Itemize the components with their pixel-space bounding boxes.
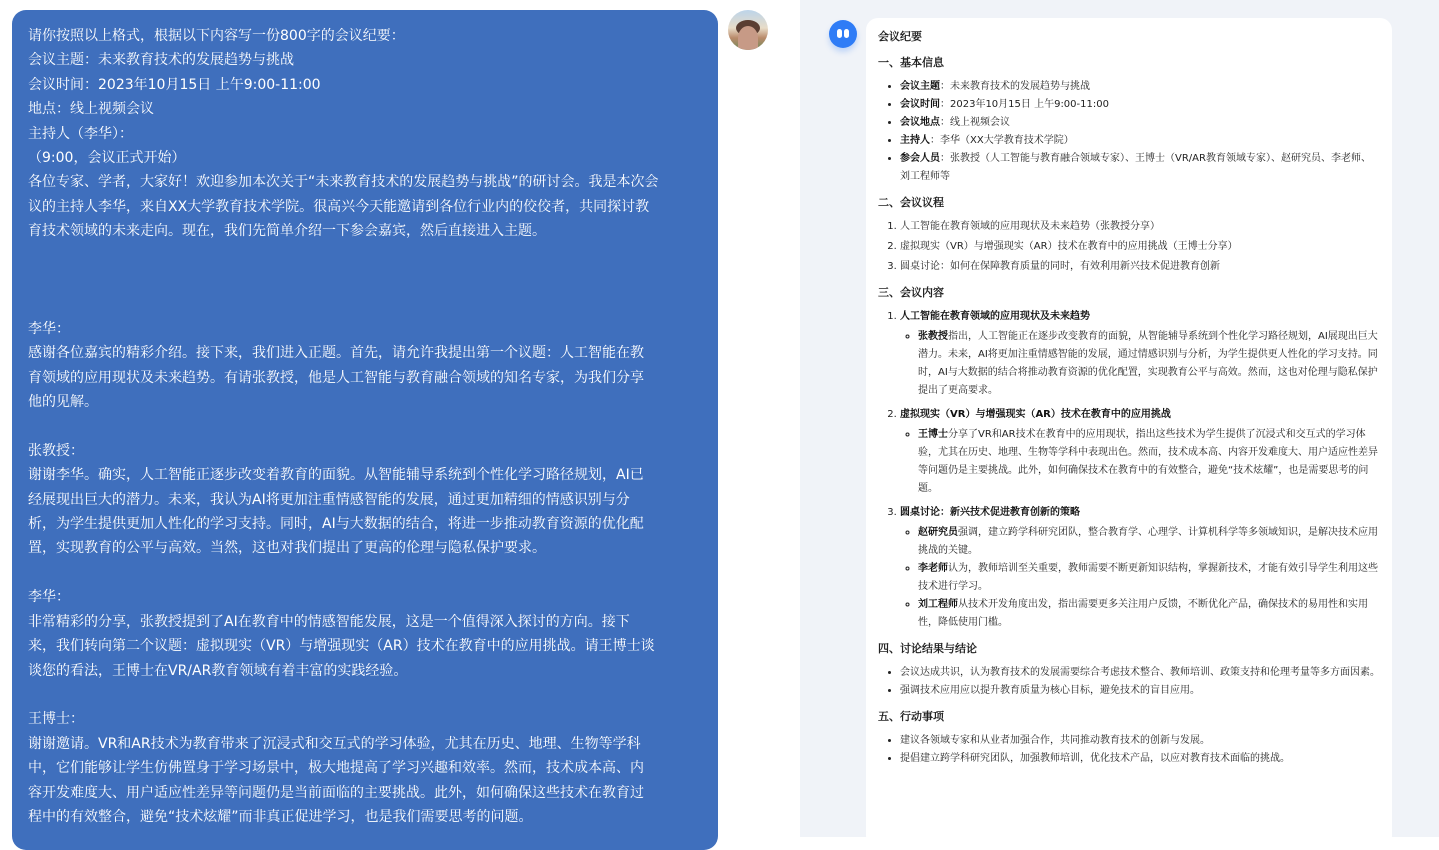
list-item: • 会议达成共识，认为教育技术的发展需要综合考虑技术整合、教师培训、政策支持和伦理考量等多方面因素。: [900, 664, 1380, 682]
user-line: 会议时间：2023年10月15日 上午9:00-11:00: [28, 76, 321, 93]
user-line: 谈您的看法，王博士在VR/AR教育领域有着丰富的实践经验。: [28, 662, 408, 679]
user-line: 析，为学生提供更加人性化的学习支持。同时，AI与大数据的结合，将进一步推动教育资源的优化配: [28, 516, 644, 533]
sub-item: ◦ 王博士分享了VR和AR技术在教育中的应用现状，指出这些技术为学生提供了沉浸式和交互式的学习体验，尤其在历史、地理、生物等学科中表现出色。然而，技术成本高、内容开发难度大、用户适应性差异等问题仍是主要挑战。此外，如何确保技术在教育中的有效整合，避免“技术炫耀”，也是需要思考的问题。: [918, 426, 1380, 498]
user-line: 育领域的应用现状及未来趋势。有请张教授，他是人工智能与教育融合领域的知名专家，为我们分享: [28, 369, 644, 386]
list-item: 3. 圆桌讨论：新兴技术促进教育创新的策略 ◦ 赵研究员强调，建立跨学科研究团队，整合教育学、心理学、计算机科学等多领域知识，是解决技术应用挑战的关键。 ◦ 李老师认为，教师培训至关重要，教师需要不断更新知识结构，掌握新技术，才能有效引导学生利用这些技术进行学习。 ◦ 刘工程师从技术开发角度出发，指出需要更多关注用户反馈，不断优化产品，确保技术的易用性和实用性，降低使用门槛。: [900, 504, 1380, 632]
section-heading: 二、会议议程: [878, 196, 944, 209]
user-line: 经展现出巨大的潜力。未来，我认为AI将更加注重情感智能的发展，通过更加精细的情感识别与分: [28, 491, 630, 508]
sub-item: ◦ 刘工程师从技术开发角度出发，指出需要更多关注用户反馈，不断优化产品，确保技术的易用性和实用性，降低使用门槛。: [918, 596, 1380, 632]
sub-item: ◦ 赵研究员强调，建立跨学科研究团队，整合教育学、心理学、计算机科学等多领域知识，是解决技术应用挑战的关键。: [918, 524, 1380, 560]
list-item: • 会议地点：线上视频会议: [900, 114, 1380, 132]
list-item: 2. 虚拟现实（VR）与增强现实（AR）技术在教育中的应用挑战（王博士分享）: [900, 238, 1380, 256]
sub-item: ◦ 李老师认为，教师培训至关重要，教师需要不断更新知识结构，掌握新技术，才能有效引导学生利用这些技术进行学习。: [918, 560, 1380, 596]
list-item: • 建议各领域专家和从业者加强合作，共同推动教育技术的创新与发展。: [900, 732, 1380, 750]
user-line: 他的见解。: [28, 394, 98, 411]
user-line: 张教授：: [28, 442, 84, 459]
user-line: 容开发难度大、用户适应性差异等问题仍是当前面临的主要挑战。此外，如何确保这些技术在教育过: [28, 784, 644, 801]
reply-title: 会议纪要: [878, 30, 922, 43]
section-heading: 四、讨论结果与结论: [878, 642, 977, 655]
list-item: • 会议时间：2023年10月15日 上午9:00-11:00: [900, 96, 1380, 114]
user-line: 地点：线上视频会议: [28, 101, 154, 118]
section-heading: 一、基本信息: [878, 56, 944, 69]
user-line: 置，实现教育的公平与高效。当然，这也对我们提出了更高的伦理与隐私保护要求。: [28, 540, 546, 557]
user-line: 议的主持人李华，来自XX大学教育技术学院。很高兴今天能邀请到各位行业内的佼佼者，共同探讨教: [28, 198, 650, 215]
user-line: 主持人（李华）：: [28, 125, 133, 142]
list-item: • 主持人：李华（XX大学教育技术学院）: [900, 132, 1380, 150]
list-item: 2. 虚拟现实（VR）与增强现实（AR）技术在教育中的应用挑战 ◦ 王博士分享了VR和AR技术在教育中的应用现状，指出这些技术为学生提供了沉浸式和交互式的学习体验，尤其在历史、地理、生物等学科中表现出色。然而，技术成本高、内容开发难度大、用户适应性差异等问题仍是主要挑战。此外，如何确保技术在教育中的有效整合，避免“技术炫耀”，也是需要思考的问题。: [900, 406, 1380, 498]
user-line: 王博士：: [28, 711, 84, 728]
user-line: 请你按照以上格式，根据以下内容写一份800字的会议纪要：: [28, 28, 405, 44]
user-line: 李华：: [28, 320, 70, 337]
conclusion-list: [878, 664, 1380, 700]
user-line: 程中的有效整合，避免“技术炫耀”而非真正促进学习，也是我们需要思考的问题。: [28, 808, 533, 825]
basic-info-list: [878, 78, 1380, 186]
list-item: • 提倡建立跨学科研究团队，加强教师培训，优化技术产品，以应对教育技术面临的挑战。: [900, 750, 1380, 768]
list-item: • 强调技术应用应以提升教育质量为核心目标，避免技术的盲目应用。: [900, 682, 1380, 700]
user-line: 感谢各位嘉宾的精彩介绍。接下来，我们进入正题。首先，请允许我提出第一个议题：人工智能在教: [28, 345, 644, 362]
section-heading: 三、会议内容: [878, 286, 944, 299]
list-item: 1. 人工智能在教育领域的应用现状及未来趋势 ◦ 张教授指出，人工智能正在逐步改变教育的面貌，从智能辅导系统到个性化学习路径规划，AI展现出巨大潜力。未来，AI将更加注重情感智能的发展，通过情感识别与分析，为学生提供更人性化的学习支持。同时，AI与大数据的结合将推动教育资源的优化配置，实现教育公平与高效。然而，这也对伦理与隐私保护提出了更高要求。: [900, 308, 1380, 400]
bot-eye-right: [844, 29, 849, 38]
content-list: [878, 308, 1380, 632]
list-item: 1. 人工智能在教育领域的应用现状及未来趋势（张教授分享）: [900, 218, 1380, 236]
agenda-list: [878, 218, 1380, 276]
user-line: 非常精彩的分享，张教授提到了AI在教育中的情感智能发展，这是一个值得深入探讨的方向。接下: [28, 613, 630, 630]
user-line: 谢谢邀请。VR和AR技术为教育带来了沉浸式和交互式的学习体验，尤其在历史、地理、生物等学科: [28, 735, 641, 752]
user-line: 各位专家、学者，大家好！欢迎参加本次关于“未来教育技术的发展趋势与挑战”的研讨会。我是本次会: [28, 174, 659, 191]
section-heading: 五、行动事项: [878, 710, 944, 723]
assistant-reply-card: [866, 18, 1392, 848]
bot-eye-left: [837, 29, 842, 38]
assistant-bot-icon: [829, 20, 857, 48]
user-line: 来，我们转向第二个议题：虚拟现实（VR）与增强现实（AR）技术在教育中的应用挑战。请王博士谈: [28, 638, 655, 655]
list-item: • 参会人员：张教授（人工智能与教育融合领域专家）、王博士（VR/AR教育领域专家）、赵研究员、李老师、刘工程师等: [900, 150, 1380, 186]
user-line: 李华：: [28, 589, 70, 606]
avatar-figure: [738, 26, 758, 50]
user-line: 会议主题：未来教育技术的发展趋势与挑战: [28, 52, 294, 69]
user-message-bubble: [12, 10, 718, 850]
user-avatar[interactable]: [728, 10, 768, 50]
user-line: （9:00，会议正式开始）: [28, 150, 186, 167]
action-list: [878, 732, 1380, 768]
list-item: • 会议主题：未来教育技术的发展趋势与挑战: [900, 78, 1380, 96]
user-line: 谢谢李华。确实，人工智能正逐步改变着教育的面貌。从智能辅导系统到个性化学习路径规划，AI已: [28, 467, 644, 484]
user-line: 育技术领域的未来走向。现在，我们先简单介绍一下参会嘉宾，然后直接进入主题。: [28, 223, 546, 240]
sub-item: ◦ 张教授指出，人工智能正在逐步改变教育的面貌，从智能辅导系统到个性化学习路径规划，AI展现出巨大潜力。未来，AI将更加注重情感智能的发展，通过情感识别与分析，为学生提供更人性化的学习支持。同时，AI与大数据的结合将推动教育资源的优化配置，实现教育公平与高效。然而，这也对伦理与隐私保护提出了更高要求。: [918, 328, 1380, 400]
list-item: 3. 圆桌讨论：如何在保障教育质量的同时，有效利用新兴技术促进教育创新: [900, 258, 1380, 276]
user-line: 中，它们能够让学生仿佛置身于学习场景中，极大地提高了学习兴趣和效率。然而，技术成本高、内: [28, 760, 644, 777]
